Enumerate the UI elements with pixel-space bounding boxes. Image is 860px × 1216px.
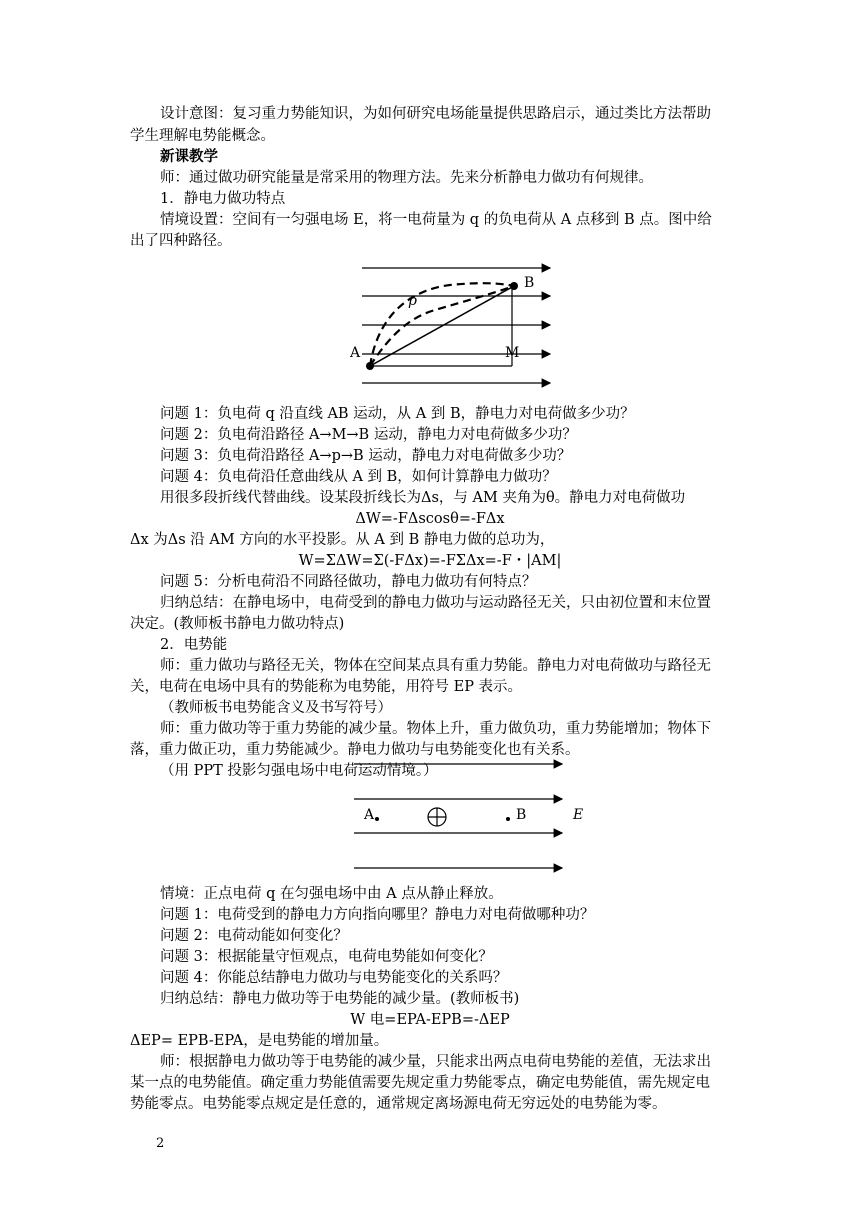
label-A: A — [350, 345, 361, 361]
paragraph-projection: Δx 为Δs 沿 AM 方向的水平投影。从 A 到 B 静电力做的总功为， — [130, 532, 555, 548]
question-4: 问题 4：负电荷沿任意曲线从 A 到 B，如何计算静电力做功？ — [160, 469, 557, 485]
paragraph-summary-1b: 决定。(教师板书静电力做功特点) — [130, 616, 345, 632]
question-2-4: 问题 4：你能总结静电力做功与电势能变化的关系吗？ — [160, 970, 508, 986]
paragraph-situation-1: 情境设置：空间有一匀强电场 E，将一电荷量为 q 的负电荷从 A 点移到 B 点。图中给 — [160, 212, 712, 228]
paragraph-delta-ep: ΔEP= EPB-EPA，是电势能的增加量。 — [130, 1033, 389, 1049]
page-number: 2 — [156, 1136, 165, 1151]
paragraph-teacher-work-1: 师：重力做功等于重力势能的减少量。物体上升，重力做负功，重力势能增加；物体下 — [160, 721, 711, 737]
point-B — [510, 282, 518, 290]
paragraph-zero-point-3: 势能零点。电势能零点规定是任意的，通常规定离场源电荷无穷远处的电势能为零。 — [130, 1096, 667, 1112]
label-A: A — [364, 807, 375, 823]
paragraph-summary-2: 归纳总结：静电力做功等于电势能的减少量。(教师板书) — [160, 991, 520, 1007]
paragraph-teacher-work-2: 落，重力做正功，重力势能减少。静电力做功与电势能变化也有关系。 — [130, 742, 580, 758]
point-A — [375, 817, 379, 821]
equation-total-work: W=ΣΔW=Σ(-FΔx)=-FΣΔx=-F・|AM| — [298, 553, 562, 569]
paragraph-teacher-intro: 师：通过做功研究能量是常采用的物理方法。先来分析静电力做功有何规律。 — [160, 170, 653, 186]
paragraph-situation-2: 出了四种路径。 — [130, 233, 232, 249]
heading-new-lesson: 新课教学 — [160, 148, 218, 165]
heading-potential-energy: 2．电势能 — [160, 637, 228, 653]
paragraph-polyline: 用很多段折线代替曲线。设某段折线长为Δs，与 AM 夹角为θ。静电力对电荷做功 — [160, 490, 686, 506]
paragraph-design-intent-2: 学生理解电势能概念。 — [130, 128, 275, 144]
point-A — [366, 362, 374, 370]
paragraph-summary-1a: 归纳总结：在静电场中，电荷受到的静电力做功与运动路径无关，只由初位置和末位置 — [160, 595, 711, 611]
paragraph-zero-point-2: 某一点的电势能值。确定重力势能值需要先规定重力势能零点，确定电势能值，需先规定电 — [130, 1075, 710, 1091]
figure-paths-diagram — [350, 255, 560, 395]
paragraph-board-note: （教师板书电势能含义及书写符号） — [160, 700, 392, 716]
paragraph-design-intent-1: 设计意图：复习重力势能知识，为如何研究电场能量提供思路启示，通过类比方法帮助 — [160, 106, 711, 122]
question-3: 问题 3：负电荷沿路径 A→p→B 运动，静电力对电荷做多少功？ — [160, 448, 572, 464]
question-2-1: 问题 1：电荷受到的静电力方向指向哪里？静电力对电荷做哪种功？ — [160, 907, 595, 923]
question-2: 问题 2：负电荷沿路径 A→M→B 运动，静电力对电荷做多少功？ — [160, 427, 577, 443]
point-B — [506, 817, 510, 821]
label-p: p — [408, 293, 417, 309]
label-B: B — [516, 807, 527, 823]
question-2-3: 问题 3：根据能量守恒观点，电荷电势能如何变化？ — [160, 949, 493, 965]
paragraph-teacher-gravity-2: 关，电荷在电场中具有的势能称为电势能，用符号 EP 表示。 — [130, 679, 523, 695]
paragraph-teacher-gravity-1: 师：重力做功与路径无关，物体在空间某点具有重力势能。静电力对电荷做功与路径无 — [160, 658, 711, 674]
equation-dw: ΔW=-FΔscosθ=-FΔx — [355, 511, 505, 527]
question-2-2: 问题 2：电荷动能如何变化？ — [160, 928, 348, 944]
question-5: 问题 5：分析电荷沿不同路径做功，静电力做功有何特点？ — [160, 574, 537, 590]
equation-work-potential: W 电=EPA-EPB=-ΔEP — [350, 1012, 510, 1028]
paragraph-zero-point-1: 师：根据静电力做功等于电势能的减少量，只能求出两点电荷电势能的差值，无法求出 — [160, 1054, 711, 1070]
label-E: E — [573, 807, 584, 823]
heading-electric-work: 1．静电力做功特点 — [160, 191, 286, 207]
figure-uniform-field — [350, 755, 590, 885]
label-M: M — [505, 345, 520, 361]
label-B: B — [524, 275, 535, 291]
paragraph-ppt-note: （用 PPT 投影匀强电场中电荷运动情境。） — [160, 763, 438, 779]
question-1: 问题 1：负电荷 q 沿直线 AB 运动，从 A 到 B，静电力对电荷做多少功？ — [160, 406, 635, 422]
paragraph-situation-charge: 情境：正点电荷 q 在匀强电场中由 A 点从静止释放。 — [160, 886, 503, 902]
